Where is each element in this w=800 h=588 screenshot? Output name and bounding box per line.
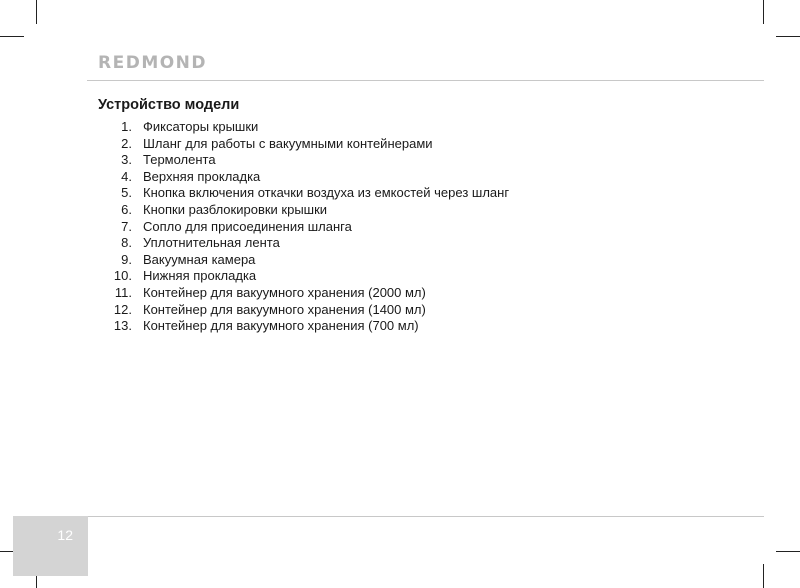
- item-label: Вакуумная камера: [143, 251, 256, 267]
- list-item: [98, 202, 509, 219]
- list-item: [98, 318, 509, 335]
- item-label: Кнопки разблокировки крышки: [143, 201, 328, 217]
- crop-mark-bottom-right-horizontal: [776, 551, 800, 552]
- item-number: 1.: [121, 119, 132, 134]
- item-label: Термолента: [143, 152, 216, 168]
- list-item: [98, 268, 509, 285]
- list-item: [98, 136, 509, 153]
- footer-divider: [87, 516, 764, 517]
- parts-list: [98, 119, 509, 335]
- list-item: [98, 152, 509, 169]
- list-item: [98, 285, 509, 302]
- list-item: [98, 169, 509, 186]
- list-item: [98, 235, 509, 252]
- item-number: 2.: [121, 135, 132, 151]
- item-number: 12.: [113, 301, 132, 317]
- list-item: [98, 252, 509, 269]
- crop-mark-bottom-right-vertical: [763, 564, 764, 588]
- header-divider: [87, 80, 764, 81]
- item-number: 4.: [121, 168, 132, 184]
- list-item: [98, 185, 509, 202]
- item-number: 6.: [121, 201, 132, 217]
- crop-mark-top-right-horizontal: [776, 36, 800, 37]
- page-number-box: [13, 516, 88, 576]
- brand-logo: REDMOND: [98, 53, 208, 73]
- item-number: 9.: [121, 251, 132, 267]
- crop-mark-top-left-horizontal: [0, 36, 24, 37]
- item-label: Контейнер для вакуумного хранения (1400 мл): [143, 301, 426, 317]
- item-number: 13.: [113, 318, 132, 334]
- crop-mark-top-left-vertical: [36, 0, 37, 24]
- item-label: Уплотнительная лента: [143, 235, 280, 251]
- item-number: 8.: [121, 235, 132, 251]
- item-number: 3.: [121, 152, 132, 168]
- item-number: 5.: [121, 185, 132, 201]
- item-number: 10.: [113, 268, 132, 284]
- item-label: Шланг для работы с вакуумными контейнерами: [143, 135, 433, 151]
- page-number: 12: [57, 527, 73, 543]
- item-label: Контейнер для вакуумного хранения (700 мл): [143, 318, 419, 334]
- section-title: Устройство модели: [98, 97, 240, 113]
- item-number: 11.: [114, 284, 132, 300]
- list-item: [98, 302, 509, 319]
- item-label: Верхняя прокладка: [143, 168, 261, 184]
- crop-mark-top-right-vertical: [763, 0, 764, 24]
- list-item: [98, 119, 509, 136]
- item-label: Контейнер для вакуумного хранения (2000 мл): [143, 284, 426, 300]
- item-label: Фиксаторы крышки: [143, 119, 259, 134]
- item-number: 7.: [121, 218, 132, 234]
- list-item: [98, 219, 509, 236]
- item-label: Нижняя прокладка: [143, 268, 257, 284]
- item-label: Сопло для присоединения шланга: [143, 218, 352, 234]
- item-label: Кнопка включения откачки воздуха из емкостей через шланг: [143, 185, 510, 201]
